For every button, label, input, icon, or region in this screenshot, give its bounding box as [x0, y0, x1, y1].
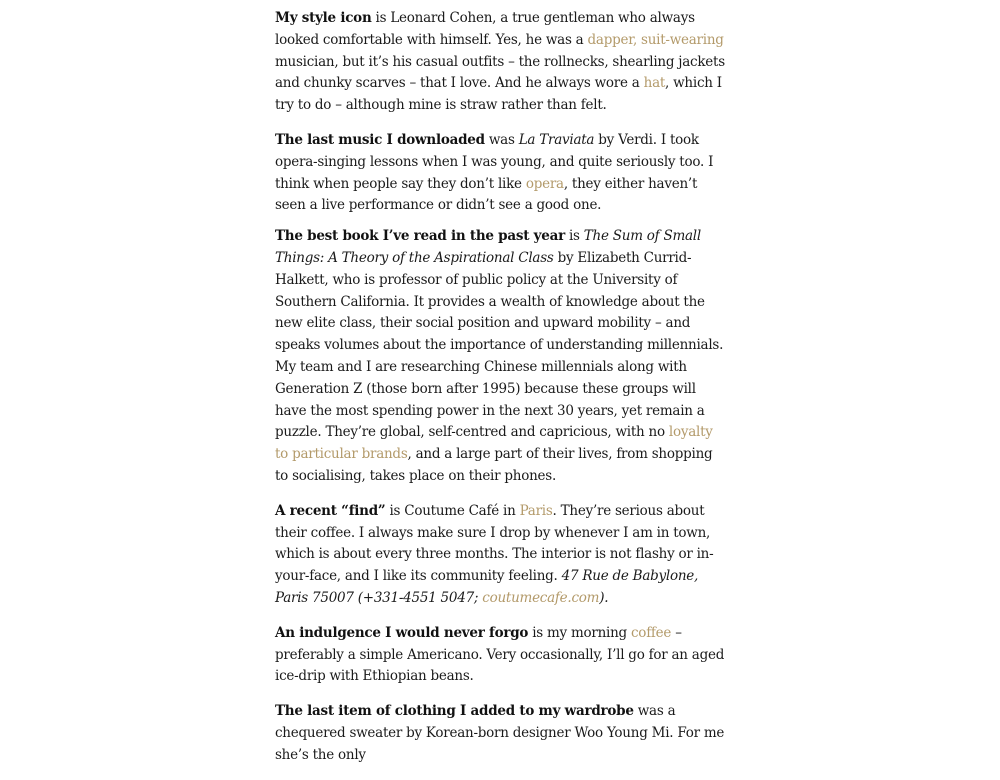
paragraph-indulgence — [275, 623, 727, 688]
body-text: is Coutume Café in — [385, 502, 520, 519]
link-hat[interactable]: hat — [643, 75, 666, 92]
lead-heading: The last music I downloaded — [275, 131, 485, 148]
body-text: is Leonard Cohen, a true gentleman who always looked comfortable with himself. Yes, he was a — [275, 10, 695, 48]
link-opera[interactable]: opera — [525, 175, 564, 192]
link-dapper-suit-wearing[interactable]: dapper, suit-wearing — [587, 31, 724, 48]
paragraph-recent-find — [275, 501, 727, 610]
body-text: , and a large part of their lives, from shopping to socialising, takes place on their phones. — [275, 446, 713, 484]
link-coffee[interactable]: coffee — [631, 624, 672, 641]
body-text: , they either haven’t seen a live performance or didn’t see a good one. — [275, 175, 698, 214]
lead-heading: A recent “find” — [275, 502, 386, 519]
body-text: by Verdi. I took opera-singing lessons when I was young, and quite seriously too. I think when people say they don’t like — [275, 131, 714, 192]
body-text: was — [484, 131, 519, 148]
paragraph-style-icon — [275, 8, 727, 117]
paragraph-best-book — [275, 226, 727, 488]
lead-heading: The last item of clothing I added to my wardrobe — [275, 703, 634, 720]
body-text: , which I try to do – although mine is straw rather than felt. — [275, 75, 722, 114]
paragraph-last-music — [275, 130, 727, 217]
link-coutumecafe[interactable]: coutumecafe.com — [482, 589, 600, 606]
body-text: by Elizabeth Currid-Halkett, who is professor of public policy at the University of Southern California. It provides a wealth of knowledge about the new elite class, their social position and upward mobility – and speaks volumes about the importance of understanding millennials. My team and I are researching Chinese millennials along with Generation Z (those born after 1995) because these groups will have the most spending power in the next 30 years, yet remain a puzzle. They’re global, self-centred and capricious, with no — [275, 249, 724, 441]
italic-title: La Traviata — [518, 131, 595, 148]
lead-heading: My style icon — [275, 10, 372, 26]
link-paris[interactable]: Paris — [519, 502, 553, 519]
link-loyalty-to-brands[interactable]: loyalty to particular brands — [275, 424, 713, 463]
article-body — [275, 8, 727, 780]
address-text: 47 Rue de Babylone, Paris 75007 (+331-4551 5047; — [275, 568, 699, 606]
lead-heading: An indulgence I would never forgo — [275, 624, 529, 641]
body-text: . They’re serious about their coffee. I always make sure I drop by whenever I am in town, which is about every three months. The interior is not flashy or in-your-face, and I like its community feeling. — [275, 502, 714, 585]
body-text: musician, but it’s his casual outfits – the rollnecks, shearling jackets and chunky scarves – that I love. And he always wore a — [275, 53, 725, 92]
body-text: is my morning — [528, 624, 631, 641]
lead-heading: The best book I’ve read in the past year — [275, 228, 565, 245]
body-text: is — [564, 228, 584, 245]
italic-title: The Sum of Small Things: A Theory of the Aspirational Class — [275, 228, 701, 266]
body-text: – preferably a simple Americano. Very occasionally, I’ll go for an aged ice-drip with Ethiopian beans. — [275, 624, 725, 685]
address-text-end: ). — [599, 589, 609, 606]
paragraph-last-clothing — [275, 701, 727, 766]
body-text: was a chequered sweater by Korean-born designer Woo Young Mi. For me she’s the only — [275, 703, 725, 763]
